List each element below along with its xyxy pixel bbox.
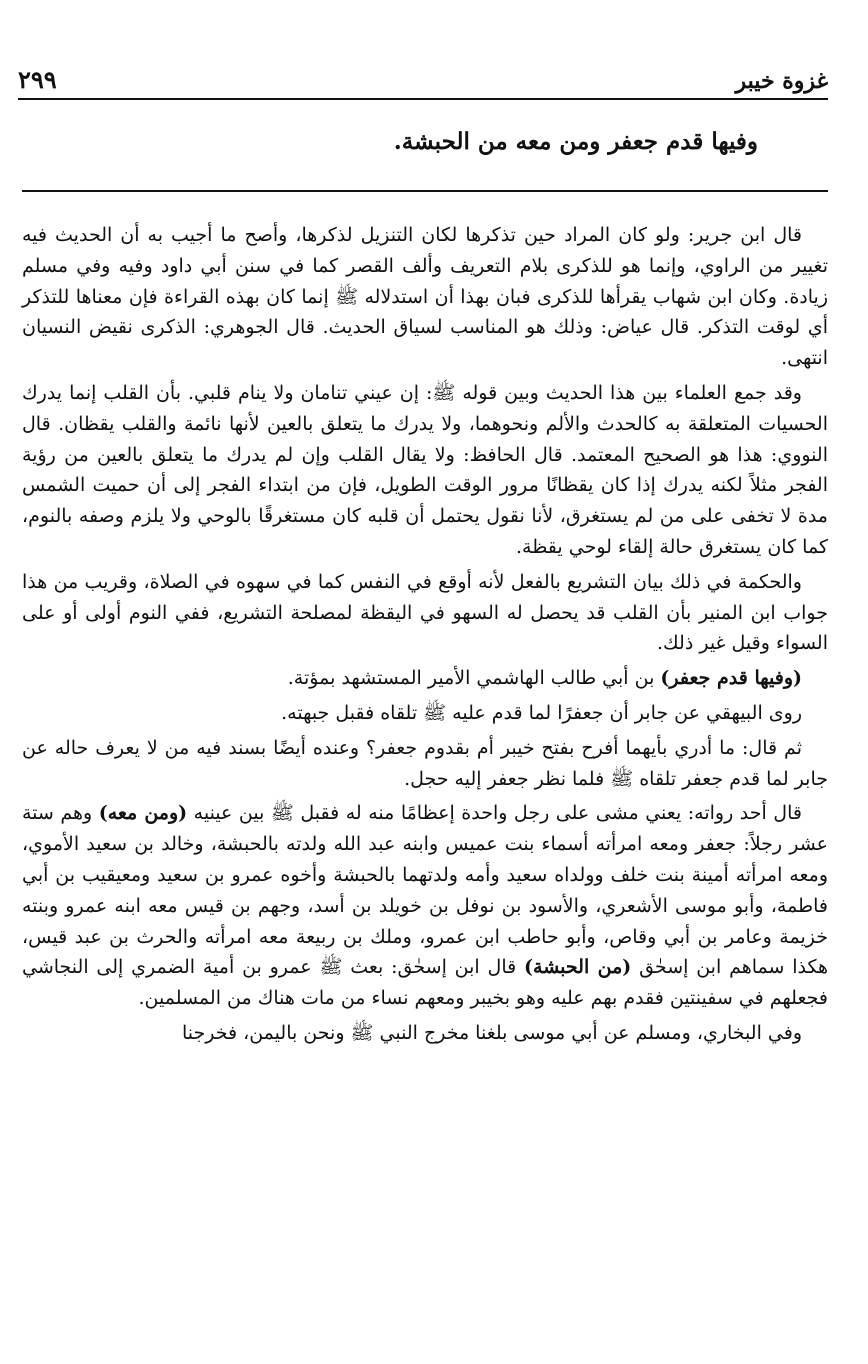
paragraph	[22, 733, 828, 795]
paragraph-text: ثم قال: ما أدري بأيهما أفرح بفتح خيبر أم بقدوم جعفر؟ وعنده أيضًا بسند فيه من لا يعرف حاله عن جابر لما قدم جعفر تلقاه ﷺ فلما نظر جعفر إليه حجل.	[22, 736, 828, 790]
paragraph	[22, 798, 828, 1014]
paragraph-text: والحكمة في ذلك بيان التشريع بالفعل لأنه أوقع في النفس كما في سهوه في الصلاة، وقريب من هذا جواب ابن المنير بأن القلب قد يحصل له السهو في اليقظة لمصلحة التشريع، ففي النوم أولى أو على السواء وقيل غير ذلك.	[22, 570, 828, 655]
paragraph-text: بن أبي طالب الهاشمي الأمير المستشهد بمؤتة.	[287, 667, 661, 690]
paragraph	[22, 567, 828, 659]
matn-quote: (وفيها قدم جعفر)	[660, 667, 802, 690]
paragraph-text: روى البيهقي عن جابر أن جعفرًا لما قدم عليه ﷺ تلقاه فقبل جبهته.	[281, 701, 802, 724]
matn-quote: (من الحبشة)	[524, 956, 632, 979]
paragraph	[22, 663, 828, 694]
paragraph	[22, 1018, 828, 1049]
paragraph	[22, 698, 828, 729]
paragraph-text: وفي البخاري، ومسلم عن أبي موسى بلغنا مخرج النبي ﷺ ونحن باليمن، فخرجنا	[181, 1021, 802, 1044]
paragraph-text: قال ابن إسحٰق: بعث ﷺ عمرو بن أمية الضمري إلى النجاشي فجعلهم في سفينتين فقدم بهم عليه وهو بخيبر ومعهم نساء من مات هناك من المسلمين.	[22, 956, 828, 1010]
paragraph-text: قال أحد رواته: يعني مشى على رجل واحدة إعظامًا منه له فقبل ﷺ بين عينيه	[187, 802, 802, 825]
page-number: ٢٩٩	[18, 65, 57, 94]
paragraph-text: قال ابن جرير: ولو كان المراد حين تذكرها لكان التنزيل لذكرها، وأصح ما أجيب به أن الحديث فيه تغيير من الراوي، وإنما هو للذكرى بلام التعريف وألف القصر كما في سنن أبي داود وفيه وفي مسلم زيادة. وكان ابن شهاب يقرأها للذكرى فبان بهذا أن استدلاله ﷺ إنما كان بهذه القراءة فإن معناها للتذكر أي لوقت التذكر. قال عياض: وذلك هو المناسب لسياق الحديث. قال الجوهري: الذكرى نقيض النسيان انتهى.	[22, 224, 828, 370]
paragraph-text: وقد جمع العلماء بين هذا الحديث وبين قوله ﷺ: إن عيني تنامان ولا ينام قلبي. بأن القلب إنما يدرك الحسيات المتعلقة به كالحدث والألم ونحوهما، ولا يدرك ما يتعلق بالعين لأنها نائمة والقلب يقظان. قال النووي: هذا هو الصحيح المعتمد. قال الحافظ: ولا يقال القلب وإن لم يدرك ما يتعلق بالعين من رؤية الفجر مثلاً لكنه يدرك إذا كان يقظانًا مرور الوقت الطويل، فإن من ابتداء الفجر إلى أن حميت الشمس مدة لا تخفى على من لم يستغرق، لأنا نقول يحتمل أن قلبه كان مستغرقًا بالوحي ولا يلزم وصفه بالنوم، كما كان يستغرق حالة إلقاء لوحي يقظة.	[22, 381, 828, 558]
paragraph-text: وهم ستة عشر رجلاً: جعفر ومعه امرأته أسماء بنت عميس وابنه عبد الله ولدته بالحبشة، وخالد بن سعيد الأموي، ومعه امرأته أمينة بنت خلف وولداه سعيد وأمه ولدتهما بالحبشة وأخوه عمرو بن سعيد ومعيقيب بن أبي فاطمة، وأبو موسى الأشعري، والأسود بن نوفل بن خويلد بن أسد، وجهم بن قيس معه ابنه عمرو وبنته خزيمة وعامر بن أبي وقاص، وأبو حاطب ابن عمرو، وملك بن ربيعة معه امرأته والحرث بن عبد قيس، هكذا سماهم ابن إسحٰق	[22, 802, 829, 979]
paragraph	[22, 378, 828, 563]
section-divider	[22, 190, 828, 192]
commentary-body	[22, 220, 828, 1053]
matn-text: وفيها قدم جعفر ومن معه من الحبشة.	[393, 128, 758, 155]
matn-quote: (ومن معه)	[98, 802, 188, 825]
chapter-title: غزوة خيبر	[735, 68, 828, 94]
running-header	[18, 48, 828, 100]
paragraph	[22, 220, 828, 374]
